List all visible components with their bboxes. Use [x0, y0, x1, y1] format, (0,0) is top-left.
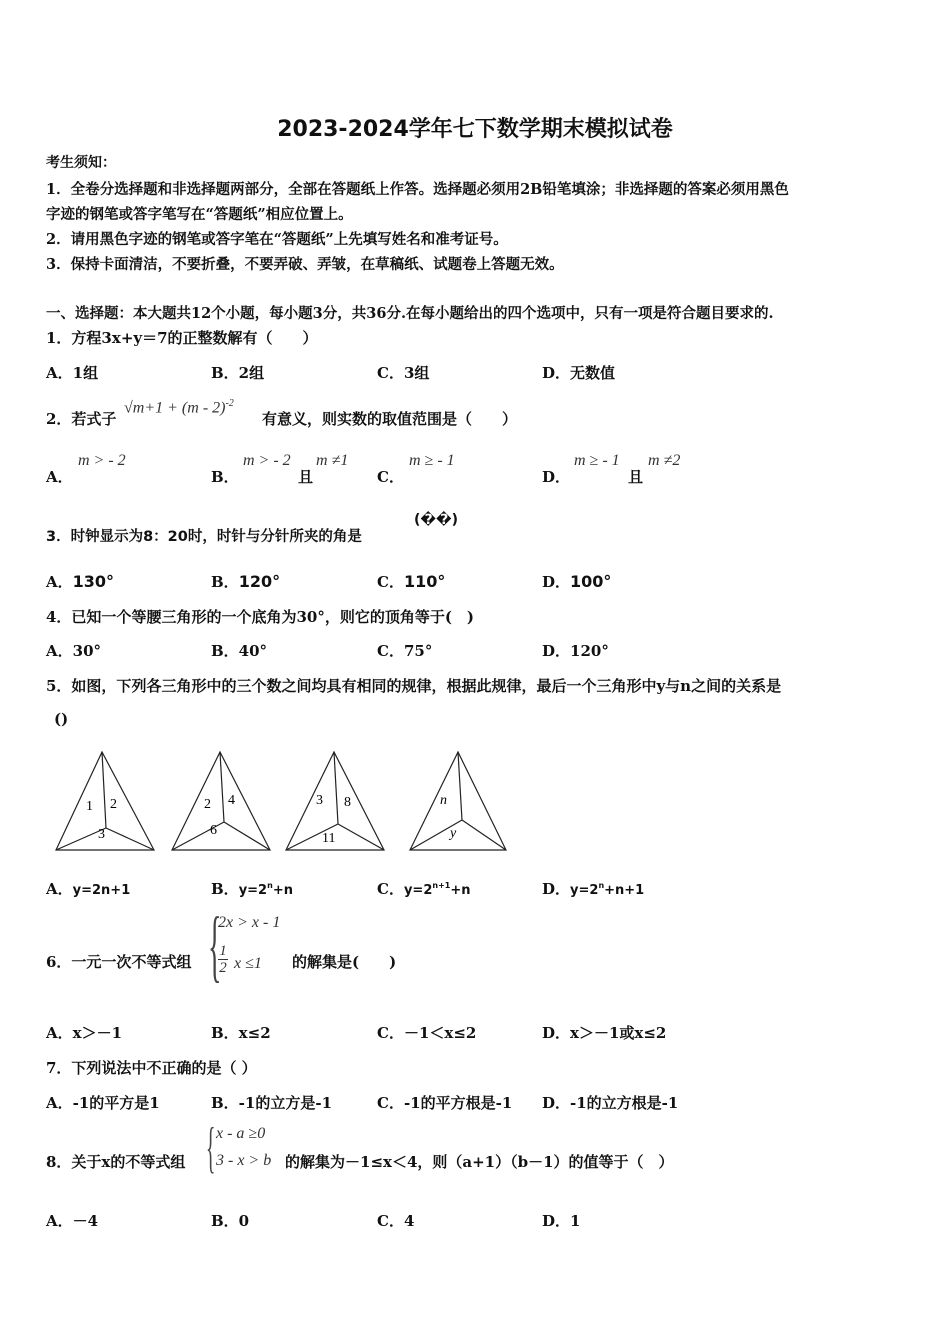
triangle-2-bottom-number: 6: [210, 823, 217, 838]
q3-option-c-label: C．: [377, 573, 404, 591]
q5-option-d-exponent: n: [598, 881, 605, 890]
q2-option-c-math: m ≥ - 1: [409, 452, 455, 469]
q5-stem: 5．如图，下列各三角形中的三个数之间均具有相同的规律，根据此规律，最后一个三角形中y与n之间的关系是: [46, 677, 782, 695]
q3-option-a: [46, 571, 114, 592]
q5-option-b-label: B．: [211, 880, 239, 898]
q6-fraction: [218, 943, 228, 976]
q4-option-c: C．75°: [377, 642, 433, 660]
q6-option-b: B．x≤2: [211, 1024, 271, 1042]
triangle-1-bottom-number: 3: [98, 827, 105, 842]
q1-option-c: C．3组: [377, 364, 430, 382]
triangle-2-left-number: 2: [204, 797, 211, 812]
q8-inequality-2: 3 - x > b: [216, 1152, 272, 1169]
q1-stem: 1．方程3x+y＝7的正整数解有（ ）: [46, 329, 318, 347]
q3-option-d-label: D．: [542, 573, 571, 591]
page-title: 2023-2024学年七下数学期末模拟试卷: [277, 117, 673, 142]
q5-option-a: [46, 878, 130, 899]
q2-option-d: D．: [542, 468, 571, 486]
notice-line-1b: 字迹的钢笔或答字笔写在“答题纸”相应位置上。: [46, 206, 353, 223]
q3-paren: (��): [414, 512, 458, 528]
q7-option-a: A．-1的平方是1: [46, 1094, 160, 1112]
section-heading: 一、选择题：本大题共12个小题，每小题3分，共36分.在每小题给出的四个选项中，只有一项是符合题目要求的.: [46, 305, 774, 322]
q5-option-a-label: A．: [46, 880, 73, 898]
q2-option-b-math1: m > - 2: [243, 452, 291, 469]
q2-stem-pre: 2．若式子: [46, 410, 117, 428]
triangle-4-left-label: n: [440, 793, 447, 808]
q5-option-b-value: y=2: [238, 883, 268, 898]
q6-fraction-num: 1: [219, 943, 227, 959]
q5-option-b: [211, 878, 293, 899]
triangle-4-bottom-label: y: [450, 826, 457, 841]
q3-option-d-value: 100°: [570, 572, 612, 591]
q5-option-b-exponent: n: [267, 881, 273, 890]
triangle-1: [56, 752, 154, 850]
q1-option-b: B．2组: [211, 364, 265, 382]
q8-option-c: C．4: [377, 1212, 415, 1230]
q2-stem-post: 有意义，则实数的取值范围是（ ）: [262, 410, 518, 428]
q5-option-a-value: y=2n+1: [72, 883, 131, 898]
q6-option-d: D．x＞－1或x≤2: [542, 1024, 667, 1042]
q3-option-a-value: 130°: [72, 572, 115, 591]
q5-option-b-tail: +n: [272, 883, 293, 898]
q2-option-a-math: m > - 2: [78, 452, 126, 469]
q5-option-c: [377, 878, 471, 899]
q8-brace: {: [206, 1117, 216, 1179]
q5-option-c-tail: +n: [450, 883, 471, 898]
q7-option-c: C．-1的平方根是-1: [377, 1094, 513, 1112]
triangle-4: [410, 752, 506, 850]
q3-option-d: [542, 571, 611, 592]
q2-option-c: C．: [377, 468, 404, 486]
q6-option-c: C．－1＜x≤2: [377, 1024, 477, 1042]
q8-stem-pre: 8．关于x的不等式组: [46, 1153, 186, 1171]
q5-option-d-tail: +n+1: [604, 883, 645, 898]
q6-inequality-1: 2x > x - 1: [218, 914, 281, 931]
triangle-3-left-number: 3: [316, 793, 323, 808]
q4-stem: 4．已知一个等腰三角形的一个底角为30°，则它的顶角等于( ): [46, 608, 475, 626]
triangle-3-bottom-number: 11: [322, 831, 336, 846]
triangle-1-left-number: 1: [86, 799, 93, 814]
q6-stem-pre: 6．一元一次不等式组: [46, 953, 192, 971]
q5-option-d: [542, 878, 644, 899]
q4-option-d: D．120°: [542, 642, 609, 660]
q2-option-d-math1: m ≥ - 1: [574, 452, 620, 469]
q7-stem: 7．下列说法中不正确的是（ ）: [46, 1059, 257, 1077]
q6-option-a: A．x＞－1: [46, 1024, 123, 1042]
notice-line-1: 1．全卷分选择题和非选择题两部分，全部在答题纸上作答。选择题必须用2B铅笔填涂；非选择题的答案必须用黑色: [46, 181, 789, 198]
q3-stem: 3．时钟显示为8：20时，时针与分针所夹的角是: [46, 529, 362, 545]
q4-option-b: B．40°: [211, 642, 268, 660]
q2-option-b-math2: m ≠1: [316, 452, 349, 469]
q3-option-b-label: B．: [211, 573, 239, 591]
q6-brace: {: [208, 902, 222, 990]
q6-fraction-den: 2: [219, 960, 227, 976]
q8-stem-post: 的解集为－1≤x＜4，则（a+1）（b－1）的值等于（ ）: [285, 1153, 674, 1171]
q3-option-b-value: 120°: [238, 572, 281, 591]
q7-option-d: D．-1的立方根是-1: [542, 1094, 679, 1112]
q3-option-b: [211, 571, 280, 592]
q5-paren: (): [54, 710, 69, 728]
q2-option-d-and: 且: [628, 468, 644, 486]
q8-option-b: B．0: [211, 1212, 250, 1230]
q5-option-c-exponent: n+1: [432, 881, 451, 890]
notice-heading: 考生须知：: [46, 155, 116, 171]
q5-option-d-value: y=2: [570, 883, 599, 898]
q6-inequality-2: x ≤1: [234, 955, 262, 972]
q5-option-c-value: y=2: [403, 883, 433, 898]
q3-option-a-label: A．: [46, 573, 73, 591]
q2-expression: [124, 398, 234, 417]
q2-option-d-math2: m ≠2: [648, 452, 681, 469]
triangle-1-right-number: 2: [110, 797, 117, 812]
q1-option-a: A．1组: [46, 364, 99, 382]
q3-option-c-value: 110°: [403, 572, 446, 591]
q2-expr-text: √m+1 + (m - 2): [124, 399, 226, 417]
q8-inequality-1: x - a ≥0: [216, 1125, 266, 1142]
q4-option-a: A．30°: [46, 642, 102, 660]
notice-line-2: 2．请用黑色字迹的钢笔或答字笔在“答题纸”上先填写姓名和准考证号。: [46, 231, 508, 248]
q7-option-b: B．-1的立方是-1: [211, 1094, 333, 1112]
q2-option-b-and: 且: [298, 468, 314, 486]
q5-triangles-figure: [50, 744, 520, 856]
q8-option-a: A．－4: [46, 1212, 99, 1230]
triangle-2-right-number: 4: [228, 793, 235, 808]
q5-option-c-label: C．: [377, 880, 404, 898]
triangle-3-right-number: 8: [344, 795, 351, 810]
q3-option-c: [377, 571, 445, 592]
q5-option-d-label: D．: [542, 880, 571, 898]
q2-option-b: B．: [211, 468, 239, 486]
q1-option-d: D．无数值: [542, 364, 616, 382]
triangle-2: [172, 752, 270, 850]
notice-line-3: 3．保持卡面清洁，不要折叠，不要弄破、弄皱，在草稿纸、试题卷上答题无效。: [46, 256, 564, 273]
q2-expr-exponent: -2: [225, 398, 234, 409]
q6-stem-post: 的解集是( ): [292, 953, 397, 971]
q8-option-d: D．1: [542, 1212, 581, 1230]
q2-option-a: A．: [46, 468, 73, 486]
